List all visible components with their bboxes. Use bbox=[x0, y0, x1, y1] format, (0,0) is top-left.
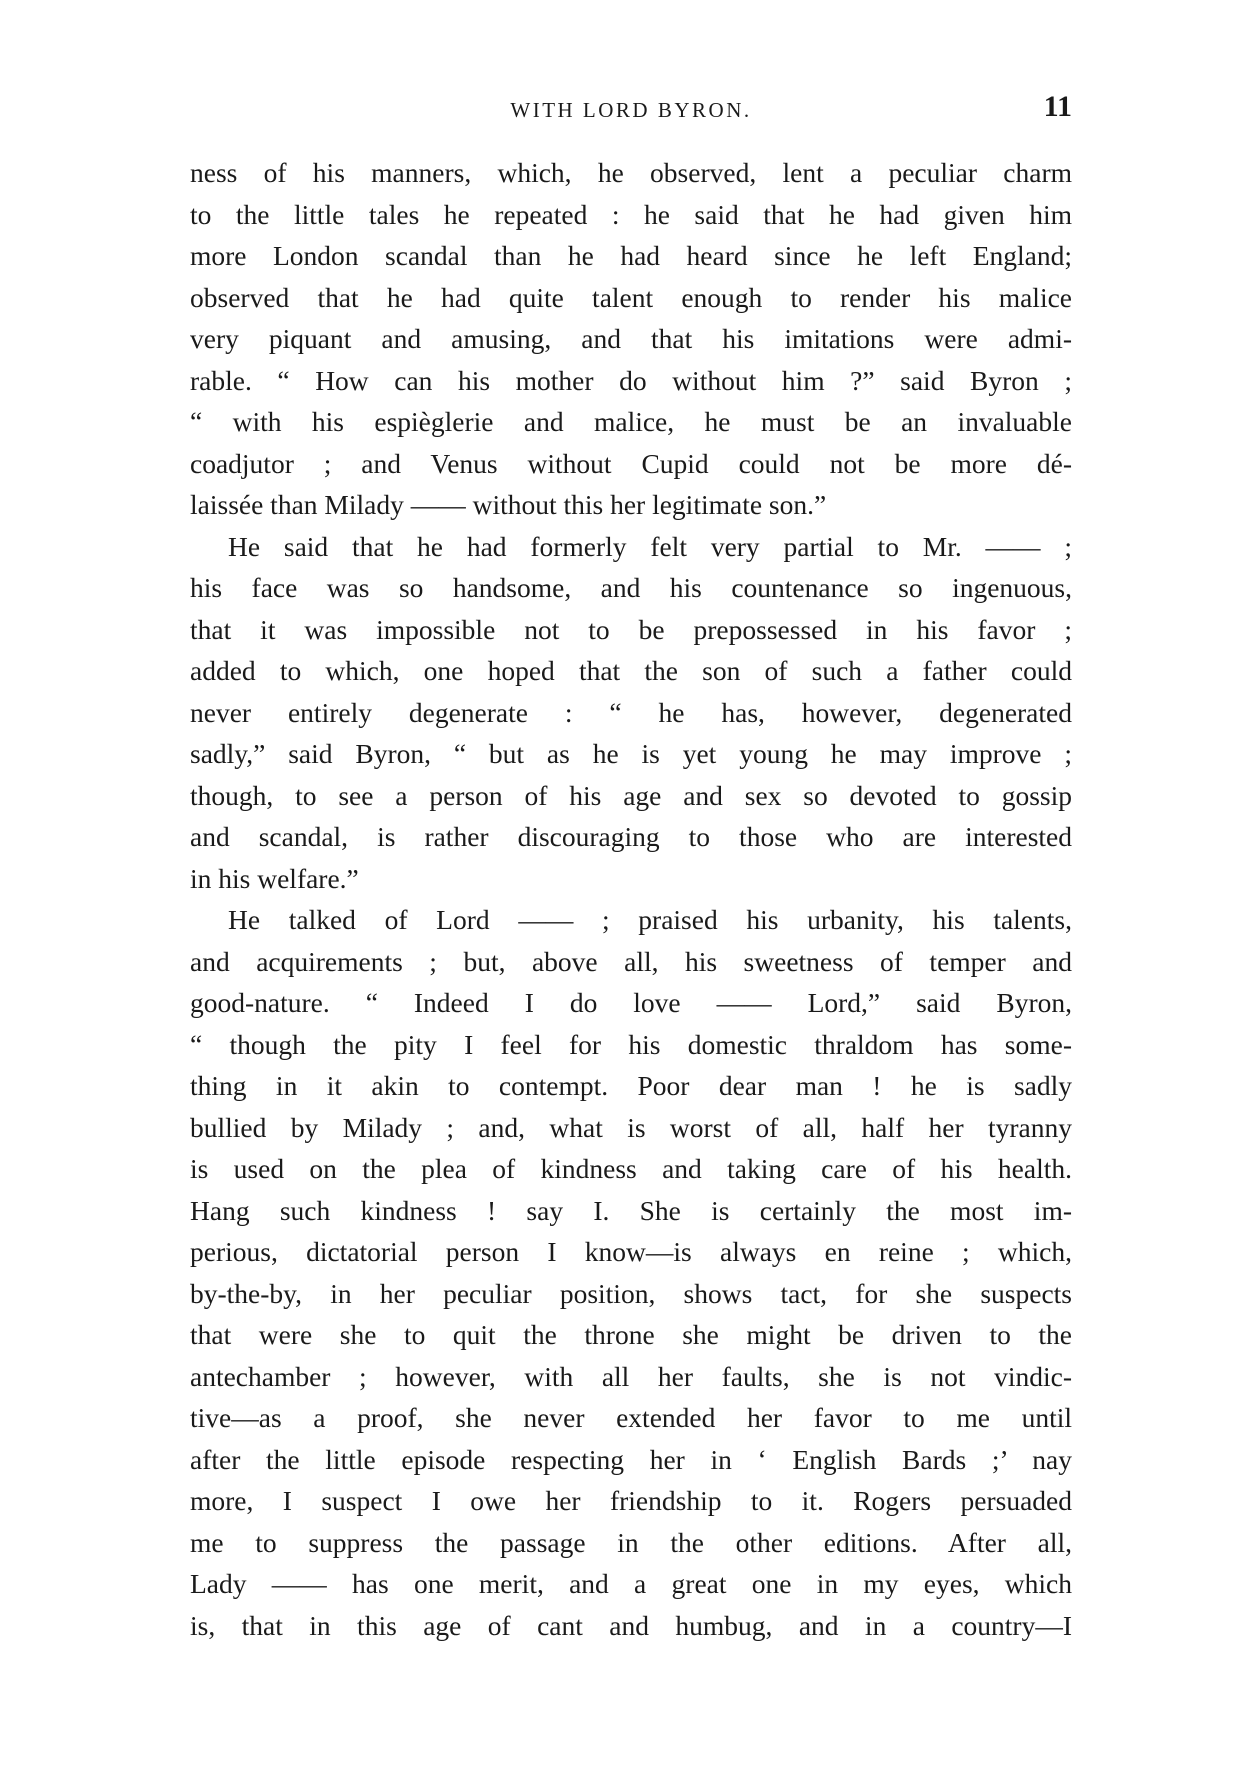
text-line: that it was impossible not to be prepossessed in his favor ; bbox=[190, 613, 1072, 645]
text-line: rable. “ How can his mother do without him ?” said Byron ; bbox=[190, 364, 1072, 396]
text-line: He talked of Lord —— ; praised his urbanity, his talents, bbox=[228, 904, 1072, 935]
text-line: bullied by Milady ; and, what is worst of all, half her tyranny bbox=[190, 1111, 1072, 1143]
page-number: 11 bbox=[1043, 90, 1072, 123]
text-line: is used on the plea of kindness and taking care of his health. bbox=[190, 1153, 1072, 1184]
text-line: though, to see a person of his age and sex so devoted to gossip bbox=[190, 779, 1072, 811]
text-line: his face was so handsome, and his countenance so ingenuous, bbox=[190, 572, 1072, 603]
text-line: observed that he had quite talent enough to render his malice bbox=[190, 281, 1072, 313]
text-line: more, I suspect I owe her friendship to it. Rogers persuaded bbox=[190, 1485, 1072, 1516]
text-line: is, that in this age of cant and humbug, and in a country—I bbox=[190, 1609, 1072, 1641]
page-header bbox=[190, 92, 1072, 138]
text-line: and acquirements ; but, above all, his sweetness of temper and bbox=[190, 945, 1072, 977]
text-line: to the little tales he repeated : he said that he had given him bbox=[190, 198, 1072, 230]
text-line: added to which, one hoped that the son of such a father could bbox=[190, 655, 1072, 686]
text-line: more London scandal than he had heard since he left England; bbox=[190, 240, 1072, 271]
text-line: in his welfare.” bbox=[190, 862, 359, 894]
text-line: He said that he had formerly felt very partial to Mr. —— ; bbox=[228, 530, 1072, 562]
text-line: tive—as a proof, she never extended her favor to me until bbox=[190, 1402, 1072, 1433]
text-line: good-nature. “ Indeed I do love —— Lord,” said Byron, bbox=[190, 987, 1072, 1018]
text-line: Lady —— has one merit, and a great one in my eyes, which bbox=[190, 1568, 1072, 1599]
text-line: by-the-by, in her peculiar position, shows tact, for she suspects bbox=[190, 1277, 1072, 1309]
text-line: never entirely degenerate : “ he has, however, degenerated bbox=[190, 696, 1072, 728]
text-line: thing in it akin to contempt. Poor dear man ! he is sadly bbox=[190, 1070, 1072, 1101]
text-line: that were she to quit the throne she might be driven to the bbox=[190, 1319, 1072, 1350]
text-line: and scandal, is rather discouraging to those who are interested bbox=[190, 821, 1072, 852]
text-line: very piquant and amusing, and that his imitations were admi- bbox=[190, 323, 1072, 354]
text-line: antechamber ; however, with all her faults, she is not vindic- bbox=[190, 1360, 1072, 1392]
text-line: sadly,” said Byron, “ but as he is yet young he may improve ; bbox=[190, 738, 1072, 769]
text-line: after the little episode respecting her in ‘ English Bards ;’ nay bbox=[190, 1443, 1072, 1475]
text-line: Hang such kindness ! say I. She is certainly the most im- bbox=[190, 1194, 1072, 1226]
text-line: coadjutor ; and Venus without Cupid could not be more dé- bbox=[190, 447, 1072, 479]
running-head: WITH LORD BYRON. bbox=[510, 98, 752, 122]
text-line: “ though the pity I feel for his domestic thraldom has some- bbox=[190, 1028, 1072, 1060]
text-line: “ with his espièglerie and malice, he must be an invaluable bbox=[190, 406, 1072, 437]
text-line: ness of his manners, which, he observed, lent a peculiar charm bbox=[190, 157, 1072, 188]
body-text bbox=[190, 152, 1072, 1646]
text-line: laissée than Milady —— without this her legitimate son.” bbox=[190, 489, 827, 520]
text-line: perious, dictatorial person I know—is always en reine ; which, bbox=[190, 1236, 1072, 1267]
text-line: me to suppress the passage in the other editions. After all, bbox=[190, 1526, 1072, 1558]
